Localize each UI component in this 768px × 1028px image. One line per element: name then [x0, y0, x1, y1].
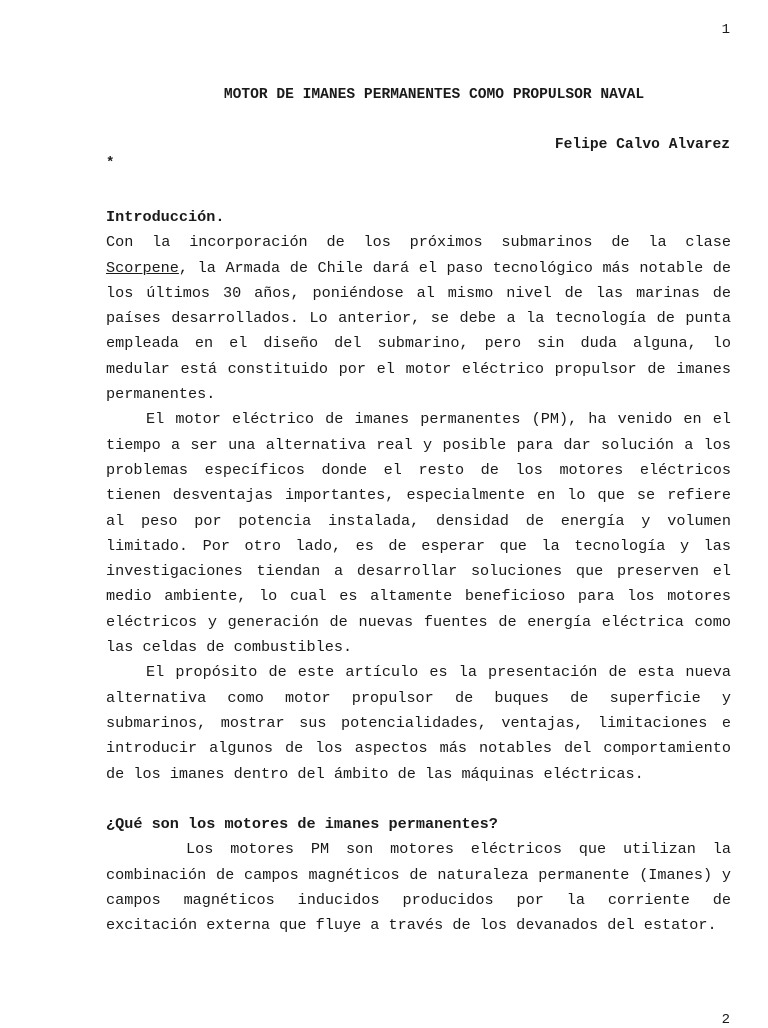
document-body — [106, 205, 731, 939]
paragraph-intro-1 — [106, 230, 731, 407]
underlined-term: Scorpene — [106, 258, 179, 277]
paragraph-intro-2: El motor eléctrico de imanes permanentes (PM), ha venido en el tiempo a ser una alternativa real y posible para dar solución a los problemas específicos donde el resto de los motores eléctricos tienen desventajas importantes, especialmente en lo que se refiere al peso por potencia instalada, densidad de energía y volumen limitado. Por otro lado, es de esperar que la tecnología y las investigaciones tiendan a desarrollar soluciones que preserven el medio ambiente, lo cual es altamente beneficioso para los motores eléctricos y generación de nuevas fuentes de energía eléctrica como las celdas de combustibles. — [106, 410, 731, 657]
paragraph-text: Con la incorporación de los próximos submarinos de la clase — [106, 233, 731, 252]
section-heading-introduccion: Introducción. — [106, 208, 225, 226]
paragraph-que-son-1: Los motores PM son motores eléctricos que utilizan la combinación de campos magnéticos de naturaleza permanente (Imanes) y campos magnéticos inducidos producidos por la corriente de excitación externa que fluye a través de los devanados del estator. — [106, 840, 731, 935]
author-name: Felipe Calvo Alvarez — [554, 137, 730, 153]
section-heading-que-son: ¿Qué son los motores de imanes permanentes? — [106, 815, 498, 834]
page-number: 1 — [721, 22, 730, 38]
spacer — [106, 787, 731, 812]
paragraph-intro-3: El propósito de este artículo es la presentación de esta nueva alternativa como motor propulsor de buques de superficie y submarinos, mostrar sus potencialidades, ventajas, limitaciones e introducir algunos de los aspectos más notables del comportamiento de los imanes dentro del ámbito de las máquinas eléctricas. — [106, 663, 731, 783]
footnote-marker: * — [106, 155, 115, 171]
document-title: MOTOR DE IMANES PERMANENTES COMO PROPULSOR NAVAL — [223, 87, 645, 103]
next-page-number: 2 — [721, 1012, 730, 1028]
paragraph-text: , la Armada de Chile dará el paso tecnológico más notable de los últimos 30 años, poniéndose al mismo nivel de las marinas de países desarrollados. Lo anterior, se debe a la tecnología de punta empleada en el diseño del submarino, pero sin duda alguna, lo medular está constituido por el motor eléctrico propulsor de imanes permanentes. — [106, 258, 731, 404]
